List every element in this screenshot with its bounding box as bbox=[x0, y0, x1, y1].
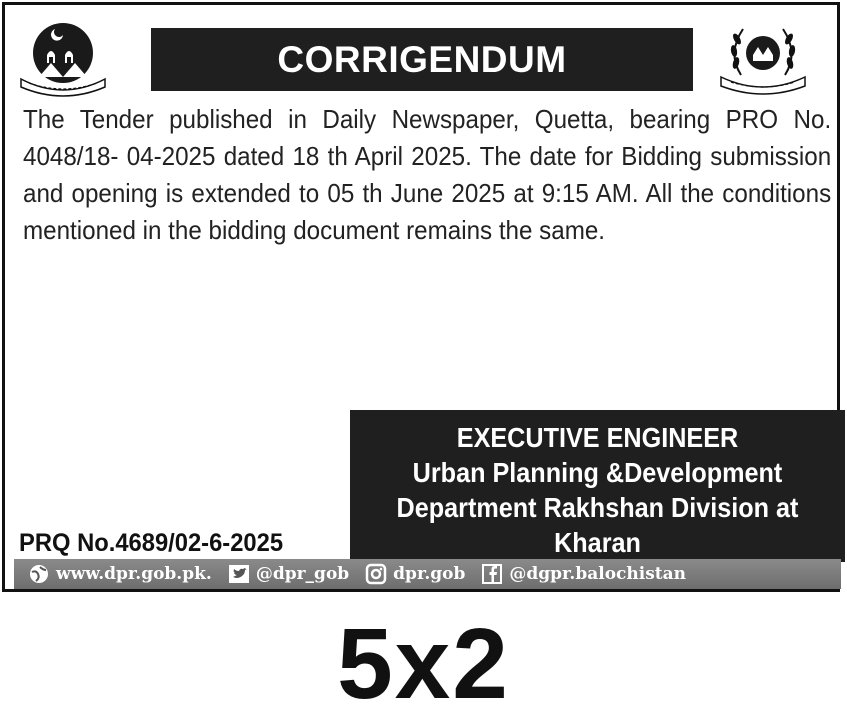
facebook-link[interactable] bbox=[481, 563, 686, 585]
notice-title: CORRIGENDUM bbox=[277, 38, 567, 80]
government-emblem-icon bbox=[17, 17, 109, 97]
signature-block bbox=[350, 410, 845, 562]
instagram-handle: dpr.gob bbox=[393, 564, 466, 584]
signatory-location: Kharan bbox=[554, 527, 641, 558]
dgpr-emblem-icon bbox=[717, 17, 809, 97]
signatory-department-line1: Urban Planning &Development bbox=[412, 457, 783, 488]
prq-number: PRQ No.4689/02-6-2025 bbox=[19, 529, 284, 557]
facebook-handle: @dgpr.balochistan bbox=[509, 564, 687, 584]
twitter-handle: @dpr_gob bbox=[255, 564, 350, 584]
twitter-icon bbox=[228, 563, 250, 585]
advertisement-frame bbox=[2, 2, 840, 592]
facebook-icon bbox=[481, 563, 503, 585]
instagram-link[interactable] bbox=[365, 563, 465, 585]
signatory-title: EXECUTIVE ENGINEER bbox=[456, 422, 739, 453]
twitter-link[interactable] bbox=[228, 563, 349, 585]
globe-icon bbox=[28, 563, 50, 585]
website-text: www.dpr.gob.pk. bbox=[56, 564, 212, 584]
ad-size-label: 5x2 bbox=[337, 608, 510, 720]
signatory-department-line2: Department Rakhshan Division at bbox=[396, 492, 799, 523]
instagram-icon bbox=[365, 563, 387, 585]
social-footer bbox=[14, 559, 841, 589]
website-link[interactable] bbox=[28, 563, 212, 585]
title-banner bbox=[151, 28, 693, 91]
notice-body: The Tender published in Daily Newspaper, Quetta, bearing PRO No. 4048/18- 04-2025 dated 18 th April 2025. The date for Bidding submission and opening is extended to 05 th June 2025 at 9:15 AM. All the conditions mentioned in the bidding document remains the same. bbox=[23, 104, 832, 245]
